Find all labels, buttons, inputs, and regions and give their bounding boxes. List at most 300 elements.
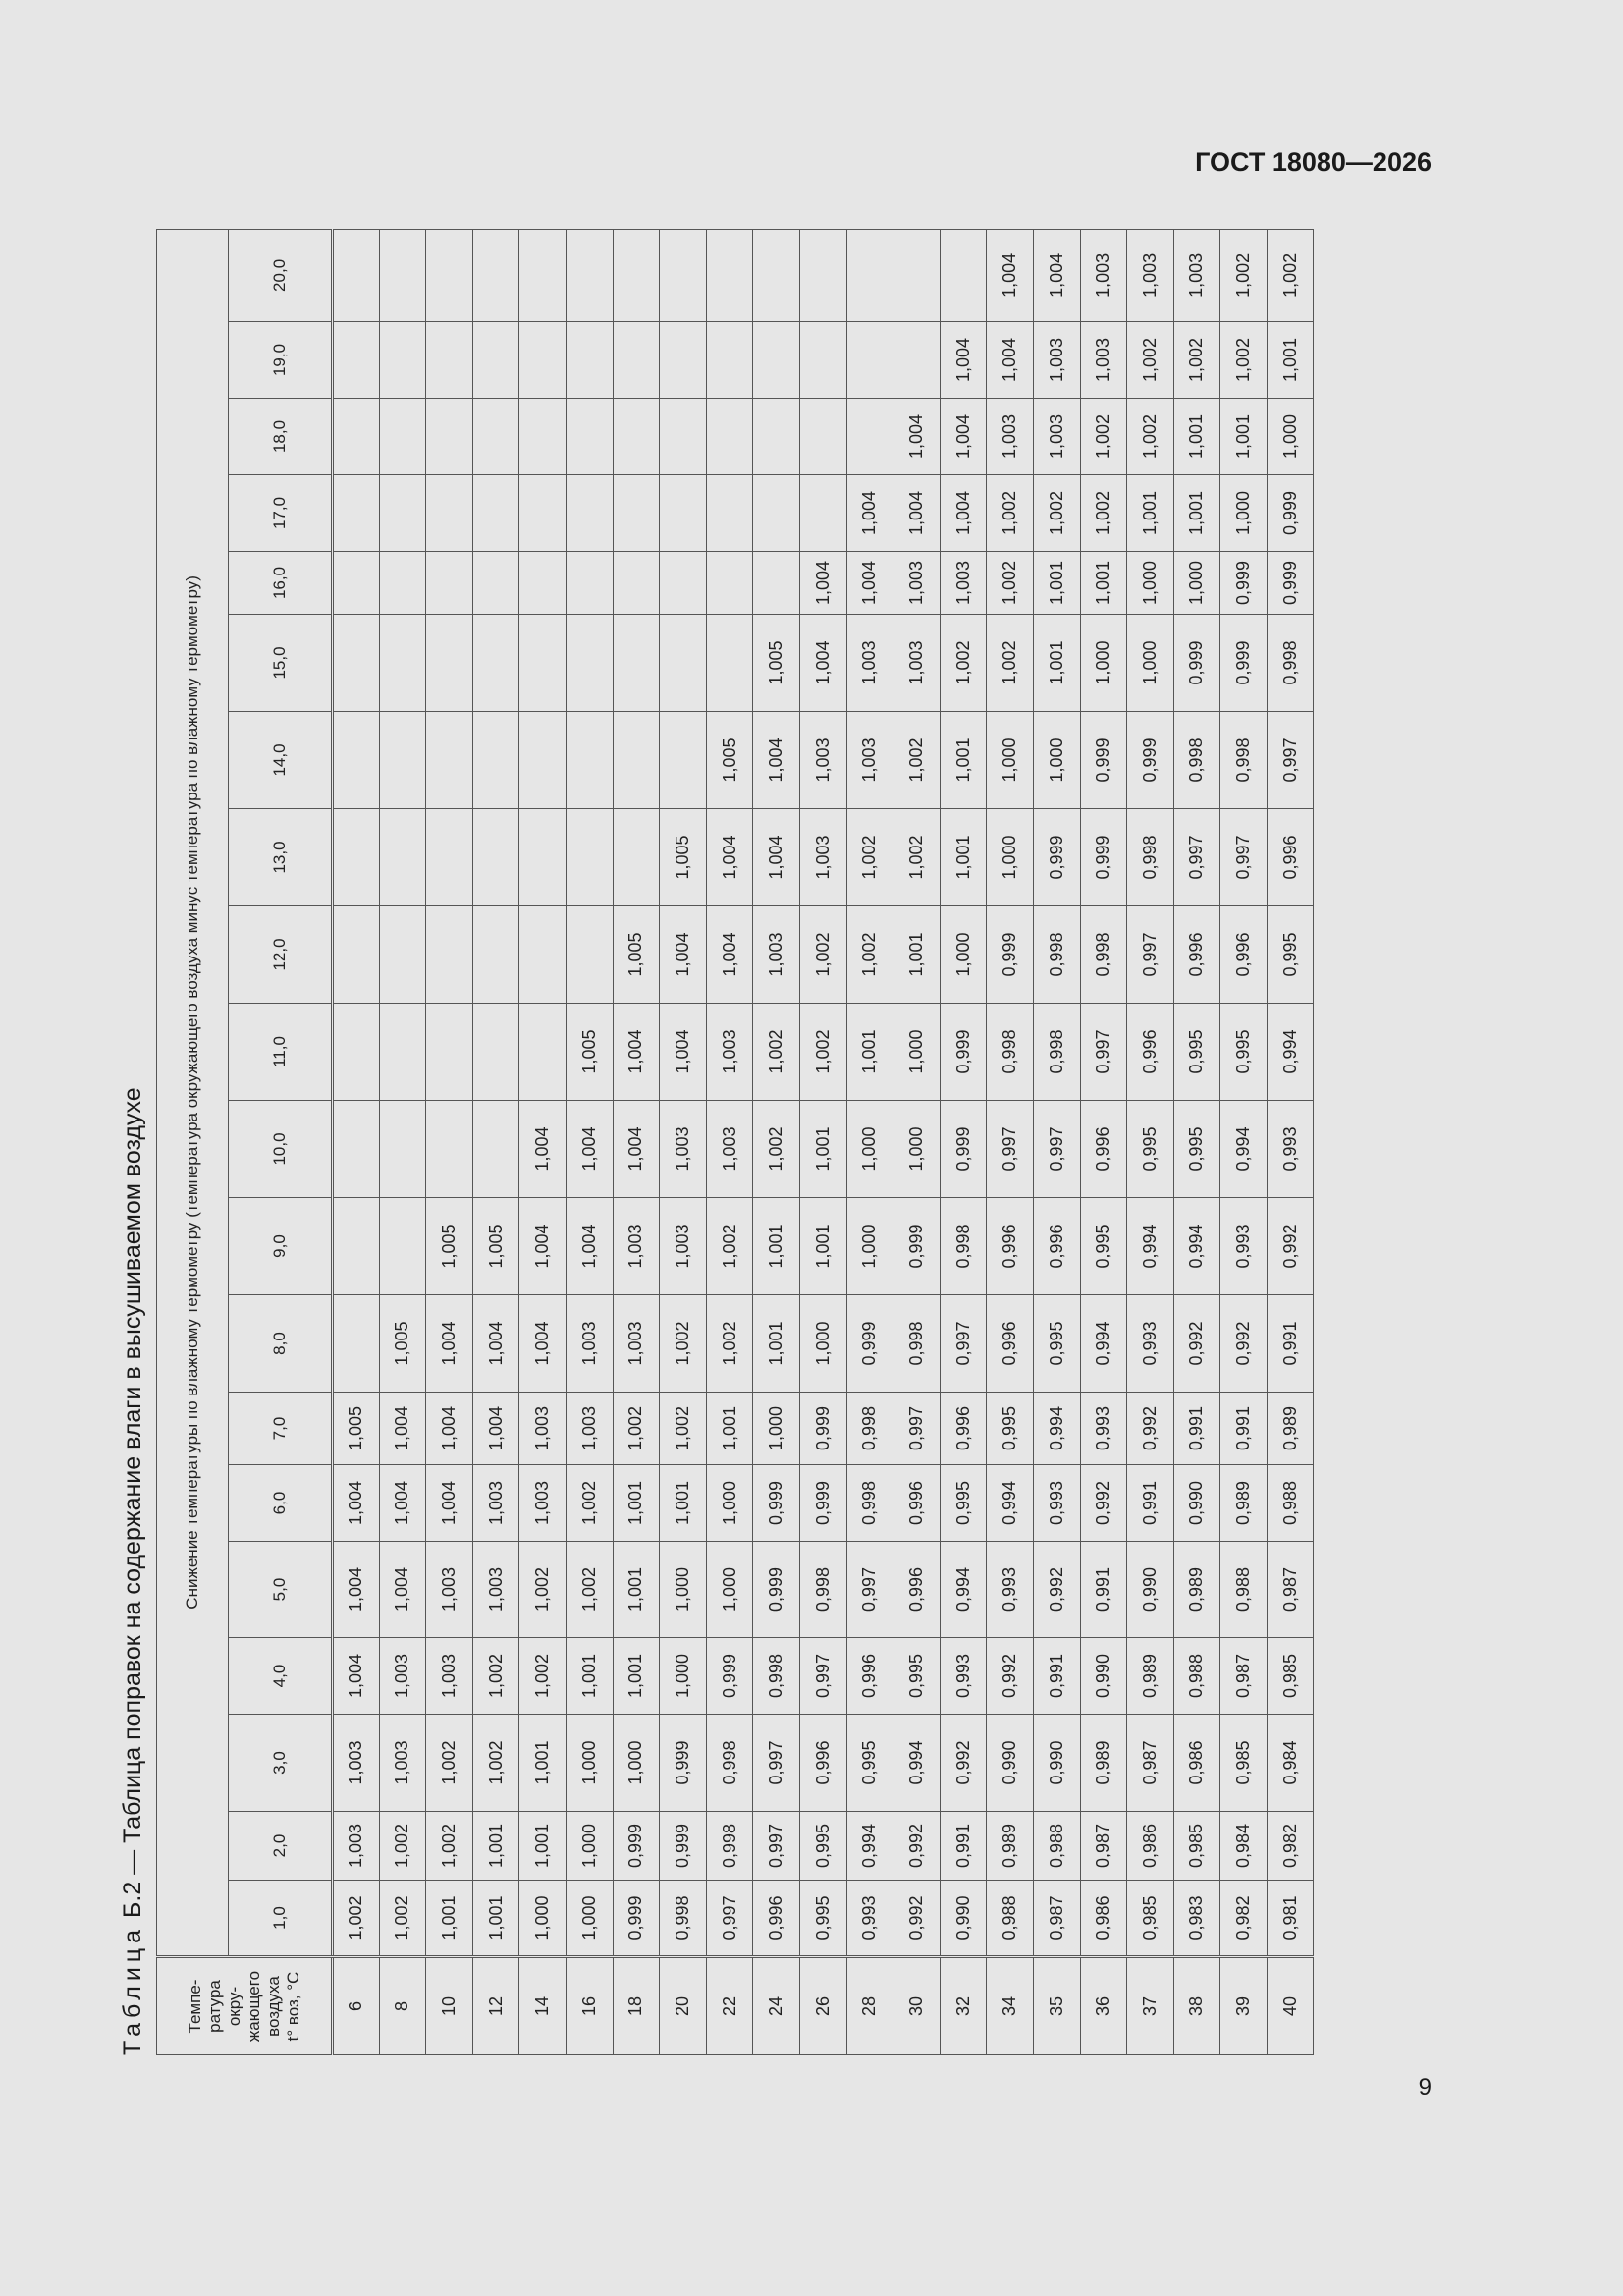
table-cell — [613, 399, 660, 475]
table-cell: 1,004 — [426, 1465, 473, 1542]
table-cell: 1,004 — [379, 1542, 426, 1638]
table-cell: 0,993 — [940, 1638, 987, 1715]
table-cell: 1,003 — [846, 615, 893, 712]
table-cell — [753, 229, 800, 321]
table-cell: 0,983 — [1173, 1881, 1220, 1957]
table-cell: 0,995 — [1127, 1101, 1174, 1198]
table-cell: 1,004 — [613, 1101, 660, 1198]
column-header: 7,0 — [229, 1393, 333, 1465]
table-cell: 0,989 — [987, 1812, 1034, 1881]
table-cell: 1,002 — [846, 906, 893, 1004]
table-cell: 0,995 — [893, 1638, 941, 1715]
table-cell: 1,001 — [753, 1295, 800, 1393]
table-cell: 1,003 — [472, 1465, 519, 1542]
table-row — [426, 229, 473, 2054]
table-cell: 0,998 — [753, 1638, 800, 1715]
table-cell: 0,998 — [1127, 809, 1174, 906]
table-cell: 1,004 — [893, 475, 941, 552]
table-cell: 1,003 — [1127, 229, 1174, 321]
table-cell: 0,999 — [660, 1715, 707, 1812]
table-cell — [379, 229, 426, 321]
table-cell: 0,997 — [799, 1638, 846, 1715]
table-cell — [846, 229, 893, 321]
table-cell: 1,002 — [1267, 229, 1314, 321]
table-cell: 1,003 — [799, 809, 846, 906]
table-cell: 1,003 — [799, 712, 846, 809]
table-cell — [566, 475, 613, 552]
table-cell — [426, 1101, 473, 1198]
table-cell: 1,002 — [379, 1812, 426, 1881]
standard-header: ГОСТ 18080—2026 — [1195, 147, 1432, 177]
table-cell: 0,994 — [1267, 1004, 1314, 1101]
table-cell — [472, 399, 519, 475]
table-cell: 0,998 — [799, 1542, 846, 1638]
table-cell: 1,000 — [706, 1465, 753, 1542]
table-cell: 0,995 — [1173, 1004, 1220, 1101]
table-cell: 0,985 — [1267, 1638, 1314, 1715]
table-cell: 1,001 — [799, 1198, 846, 1295]
table-cell: 1,003 — [706, 1004, 753, 1101]
table-row — [1173, 229, 1220, 2054]
table-cell: 0,986 — [1080, 1881, 1127, 1957]
table-cell: 0,998 — [660, 1881, 707, 1957]
table-cell: 0,990 — [987, 1715, 1034, 1812]
temperature-cell: 12 — [472, 1957, 519, 2055]
table-row — [566, 229, 613, 2054]
temperature-cell: 22 — [706, 1957, 753, 2055]
table-cell: 0,994 — [987, 1465, 1034, 1542]
table-cell: 0,994 — [893, 1715, 941, 1812]
table-cell: 1,000 — [799, 1295, 846, 1393]
table-cell: 1,004 — [379, 1465, 426, 1542]
table-cell — [333, 229, 380, 321]
table-cell — [333, 712, 380, 809]
table-cell: 1,004 — [987, 229, 1034, 321]
table-cell — [660, 712, 707, 809]
table-row — [893, 229, 941, 2054]
table-cell: 1,005 — [333, 1393, 380, 1465]
wet-bulb-depression-header: Снижение температуры по влажному термометру (температура окружающего воздуха минус температура по влажному термометру) — [157, 229, 229, 1956]
temperature-cell: 38 — [1173, 1957, 1220, 2055]
table-cell: 1,004 — [519, 1295, 567, 1393]
table-cell: 1,003 — [987, 399, 1034, 475]
table-cell: 1,000 — [893, 1101, 941, 1198]
temperature-column-header — [157, 1957, 333, 2055]
rotated-table-area — [111, 229, 1300, 2055]
table-cell: 0,994 — [1173, 1198, 1220, 1295]
column-header: 19,0 — [229, 322, 333, 399]
table-cell: 0,987 — [1033, 1881, 1080, 1957]
table-cell — [566, 399, 613, 475]
table-cell: 1,002 — [706, 1295, 753, 1393]
table-cell — [566, 906, 613, 1004]
table-cell: 0,993 — [1127, 1295, 1174, 1393]
table-cell: 1,001 — [893, 906, 941, 1004]
table-cell: 1,001 — [799, 1101, 846, 1198]
table-cell: 1,002 — [426, 1812, 473, 1881]
table-cell: 1,004 — [987, 322, 1034, 399]
table-cell: 0,995 — [987, 1393, 1034, 1465]
table-row — [753, 229, 800, 2054]
table-cell: 1,000 — [893, 1004, 941, 1101]
table-cell — [613, 322, 660, 399]
table-cell: 1,000 — [566, 1881, 613, 1957]
table-row — [940, 229, 987, 2054]
table-cell: 1,004 — [846, 475, 893, 552]
table-cell: 1,001 — [519, 1715, 567, 1812]
table-cell: 0,990 — [1127, 1542, 1174, 1638]
table-cell: 1,005 — [472, 1198, 519, 1295]
table-cell: 1,001 — [566, 1638, 613, 1715]
table-cell: 0,999 — [1127, 712, 1174, 809]
table-cell: 1,004 — [1033, 229, 1080, 321]
table-cell: 1,005 — [613, 906, 660, 1004]
table-cell: 0,985 — [1220, 1715, 1268, 1812]
table-body — [333, 229, 1314, 2054]
table-cell — [472, 906, 519, 1004]
table-cell — [426, 552, 473, 615]
table-cell: 0,999 — [753, 1542, 800, 1638]
table-cell — [379, 399, 426, 475]
table-cell: 1,000 — [566, 1812, 613, 1881]
table-cell: 1,004 — [940, 475, 987, 552]
table-row — [613, 229, 660, 2054]
table-cell: 1,000 — [1220, 475, 1268, 552]
table-cell: 0,997 — [1033, 1101, 1080, 1198]
table-row — [472, 229, 519, 2054]
table-cell: 0,996 — [940, 1393, 987, 1465]
table-cell: 0,995 — [940, 1465, 987, 1542]
column-header: 6,0 — [229, 1465, 333, 1542]
table-cell — [940, 229, 987, 321]
table-cell — [426, 1004, 473, 1101]
table-cell: 0,985 — [1127, 1881, 1174, 1957]
column-header: 14,0 — [229, 712, 333, 809]
table-cell: 0,999 — [799, 1465, 846, 1542]
table-cell: 1,001 — [1033, 552, 1080, 615]
temperature-cell: 35 — [1033, 1957, 1080, 2055]
table-cell: 1,004 — [519, 1101, 567, 1198]
table-cell — [613, 712, 660, 809]
table-cell: 0,992 — [1267, 1198, 1314, 1295]
table-cell — [846, 322, 893, 399]
table-cell — [333, 1101, 380, 1198]
table-cell: 1,003 — [333, 1715, 380, 1812]
table-cell — [706, 229, 753, 321]
table-cell: 1,004 — [940, 322, 987, 399]
table-cell: 0,994 — [1033, 1393, 1080, 1465]
table-cell: 0,999 — [1220, 615, 1268, 712]
table-cell — [472, 712, 519, 809]
table-cell: 1,001 — [940, 712, 987, 809]
table-cell: 1,000 — [987, 809, 1034, 906]
table-cell: 0,997 — [706, 1881, 753, 1957]
table-cell: 0,999 — [1080, 712, 1127, 809]
table-cell: 0,988 — [1173, 1638, 1220, 1715]
table-cell: 0,991 — [1220, 1393, 1268, 1465]
column-header: 18,0 — [229, 399, 333, 475]
table-cell: 0,982 — [1267, 1812, 1314, 1881]
table-cell: 0,992 — [893, 1812, 941, 1881]
table-cell — [566, 552, 613, 615]
table-cell: 0,999 — [613, 1881, 660, 1957]
table-cell: 0,999 — [987, 906, 1034, 1004]
temperature-cell: 36 — [1080, 1957, 1127, 2055]
table-cell: 0,996 — [987, 1295, 1034, 1393]
table-cell: 0,999 — [1173, 615, 1220, 712]
table-cell: 1,001 — [940, 809, 987, 906]
table-cell: 0,996 — [893, 1542, 941, 1638]
table-cell: 1,000 — [987, 712, 1034, 809]
table-cell: 1,003 — [613, 1295, 660, 1393]
table-cell: 0,991 — [1033, 1638, 1080, 1715]
table-cell: 1,000 — [1127, 552, 1174, 615]
table-cell: 1,001 — [613, 1465, 660, 1542]
table-cell — [706, 322, 753, 399]
table-cell: 0,990 — [1080, 1638, 1127, 1715]
column-header: 9,0 — [229, 1198, 333, 1295]
table-cell: 1,004 — [333, 1542, 380, 1638]
table-cell: 1,000 — [566, 1715, 613, 1812]
temperature-cell: 18 — [613, 1957, 660, 2055]
table-cell — [613, 475, 660, 552]
column-header: 17,0 — [229, 475, 333, 552]
table-cell — [379, 552, 426, 615]
table-cell: 1,002 — [1033, 475, 1080, 552]
table-cell — [519, 475, 567, 552]
table-cell: 0,989 — [1173, 1542, 1220, 1638]
table-cell: 0,996 — [1267, 809, 1314, 906]
table-cell: 0,981 — [1267, 1881, 1314, 1957]
table-cell: 1,004 — [472, 1393, 519, 1465]
table-cell — [379, 322, 426, 399]
table-cell: 1,004 — [660, 906, 707, 1004]
table-cell: 1,004 — [566, 1198, 613, 1295]
column-header: 12,0 — [229, 906, 333, 1004]
table-cell: 1,003 — [613, 1198, 660, 1295]
table-cell: 0,986 — [1127, 1812, 1174, 1881]
table-cell: 1,002 — [753, 1004, 800, 1101]
table-cell: 1,002 — [519, 1542, 567, 1638]
table-cell: 1,004 — [426, 1393, 473, 1465]
table-cell: 0,998 — [706, 1715, 753, 1812]
table-cell: 1,002 — [566, 1465, 613, 1542]
table-cell: 1,002 — [846, 809, 893, 906]
table-cell: 1,002 — [753, 1101, 800, 1198]
table-cell: 0,994 — [1127, 1198, 1174, 1295]
table-cell — [426, 229, 473, 321]
table-cell — [519, 1004, 567, 1101]
table-cell: 1,001 — [472, 1812, 519, 1881]
table-cell: 0,994 — [1220, 1101, 1268, 1198]
table-cell: 1,003 — [426, 1542, 473, 1638]
table-cell: 0,998 — [940, 1198, 987, 1295]
table-cell: 0,996 — [987, 1198, 1034, 1295]
table-cell: 1,003 — [379, 1715, 426, 1812]
table-cell: 0,997 — [893, 1393, 941, 1465]
table-cell: 1,003 — [472, 1542, 519, 1638]
table-cell: 0,999 — [1267, 475, 1314, 552]
table-cell: 0,992 — [1080, 1465, 1127, 1542]
table-cell — [613, 229, 660, 321]
table-cell: 1,004 — [566, 1101, 613, 1198]
table-cell — [613, 615, 660, 712]
table-cell — [613, 809, 660, 906]
table-cell: 1,000 — [706, 1542, 753, 1638]
column-header: 1,0 — [229, 1881, 333, 1957]
table-cell: 0,998 — [893, 1295, 941, 1393]
table-cell — [660, 322, 707, 399]
table-cell — [753, 552, 800, 615]
table-cell: 1,003 — [660, 1101, 707, 1198]
table-cell — [333, 322, 380, 399]
table-cell: 1,003 — [893, 615, 941, 712]
correction-table — [156, 229, 1314, 2055]
table-cell — [660, 229, 707, 321]
table-cell: 0,993 — [1080, 1393, 1127, 1465]
table-cell: 1,000 — [519, 1881, 567, 1957]
table-cell: 1,004 — [753, 712, 800, 809]
table-cell — [566, 229, 613, 321]
temperature-cell: 34 — [987, 1957, 1034, 2055]
table-cell — [379, 1004, 426, 1101]
table-cell: 1,000 — [660, 1638, 707, 1715]
table-row — [1220, 229, 1268, 2054]
table-cell: 0,998 — [1080, 906, 1127, 1004]
table-cell: 0,998 — [1173, 712, 1220, 809]
table-cell — [379, 906, 426, 1004]
table-cell: 0,994 — [846, 1812, 893, 1881]
table-cell: 0,996 — [893, 1465, 941, 1542]
table-row — [1127, 229, 1174, 2054]
temperature-cell: 30 — [893, 1957, 941, 2055]
table-cell: 0,998 — [1267, 615, 1314, 712]
table-cell: 0,997 — [846, 1542, 893, 1638]
table-row — [660, 229, 707, 2054]
table-cell: 0,997 — [1080, 1004, 1127, 1101]
table-cell: 0,999 — [1267, 552, 1314, 615]
table-cell — [519, 552, 567, 615]
table-cell: 0,995 — [1033, 1295, 1080, 1393]
table-cell: 0,997 — [753, 1812, 800, 1881]
table-cell — [426, 809, 473, 906]
table-cell: 1,002 — [472, 1715, 519, 1812]
table-cell: 1,000 — [753, 1393, 800, 1465]
table-cell: 1,004 — [846, 552, 893, 615]
table-cell — [846, 399, 893, 475]
table-cell: 0,996 — [846, 1638, 893, 1715]
table-cell: 1,002 — [613, 1393, 660, 1465]
table-cell: 0,993 — [1220, 1198, 1268, 1295]
table-cell: 1,003 — [706, 1101, 753, 1198]
table-row — [799, 229, 846, 2054]
table-cell: 1,002 — [566, 1542, 613, 1638]
table-cell — [660, 552, 707, 615]
table-cell: 1,001 — [1033, 615, 1080, 712]
table-cell: 0,999 — [846, 1295, 893, 1393]
table-cell — [333, 399, 380, 475]
temperature-cell: 14 — [519, 1957, 567, 2055]
table-cell: 0,987 — [1080, 1812, 1127, 1881]
table-cell — [379, 475, 426, 552]
table-cell: 0,995 — [846, 1715, 893, 1812]
table-cell: 1,001 — [1220, 399, 1268, 475]
temperature-cell: 26 — [799, 1957, 846, 2055]
table-cell: 0,996 — [1173, 906, 1220, 1004]
table-cell — [893, 322, 941, 399]
table-cell: 1,003 — [333, 1812, 380, 1881]
table-cell: 0,995 — [1267, 906, 1314, 1004]
table-cell — [660, 475, 707, 552]
table-cell — [426, 906, 473, 1004]
table-cell — [333, 475, 380, 552]
table-cell — [706, 615, 753, 712]
column-header: 15,0 — [229, 615, 333, 712]
table-cell: 0,989 — [1267, 1393, 1314, 1465]
table-cell: 0,989 — [1080, 1715, 1127, 1812]
table-cell: 1,002 — [1220, 322, 1268, 399]
table-cell — [333, 552, 380, 615]
table-cell — [379, 809, 426, 906]
table-cell: 0,998 — [987, 1004, 1034, 1101]
table-cell: 0,999 — [613, 1812, 660, 1881]
table-cell: 1,002 — [660, 1393, 707, 1465]
table-cell: 1,004 — [426, 1295, 473, 1393]
table-cell: 0,998 — [846, 1465, 893, 1542]
table-cell: 0,997 — [1173, 809, 1220, 906]
table-cell: 0,995 — [1173, 1101, 1220, 1198]
table-cell: 1,003 — [1033, 322, 1080, 399]
temperature-cell: 39 — [1220, 1957, 1268, 2055]
table-cell: 0,991 — [1267, 1295, 1314, 1393]
table-cell: 0,999 — [1220, 552, 1268, 615]
table-cell: 0,999 — [940, 1004, 987, 1101]
table-row — [1080, 229, 1127, 2054]
table-cell: 0,994 — [1080, 1295, 1127, 1393]
table-cell: 1,001 — [613, 1638, 660, 1715]
table-row — [519, 229, 567, 2054]
table-cell: 1,003 — [566, 1393, 613, 1465]
table-cell: 0,991 — [1127, 1465, 1174, 1542]
table-cell: 0,992 — [893, 1881, 941, 1957]
table-cell: 1,002 — [893, 712, 941, 809]
table-cell — [472, 552, 519, 615]
table-cell — [472, 1101, 519, 1198]
table-cell: 1,004 — [799, 615, 846, 712]
column-header: 10,0 — [229, 1101, 333, 1198]
table-cell — [519, 906, 567, 1004]
table-cell: 1,002 — [893, 809, 941, 906]
table-cell: 0,985 — [1173, 1812, 1220, 1881]
table-cell: 0,991 — [940, 1812, 987, 1881]
table-cell: 1,001 — [660, 1465, 707, 1542]
table-row — [1033, 229, 1080, 2054]
table-cell: 1,001 — [519, 1812, 567, 1881]
table-cell: 0,995 — [799, 1881, 846, 1957]
table-cell — [706, 475, 753, 552]
table-cell: 0,999 — [1080, 809, 1127, 906]
table-cell — [426, 475, 473, 552]
table-cell: 1,000 — [1267, 399, 1314, 475]
table-cell: 0,992 — [1173, 1295, 1220, 1393]
table-cell: 1,000 — [1033, 712, 1080, 809]
table-cell: 0,997 — [1220, 809, 1268, 906]
table-cell — [660, 615, 707, 712]
table-cell — [566, 322, 613, 399]
table-cell: 1,002 — [660, 1295, 707, 1393]
table-cell — [753, 475, 800, 552]
table-cell: 0,988 — [987, 1881, 1034, 1957]
